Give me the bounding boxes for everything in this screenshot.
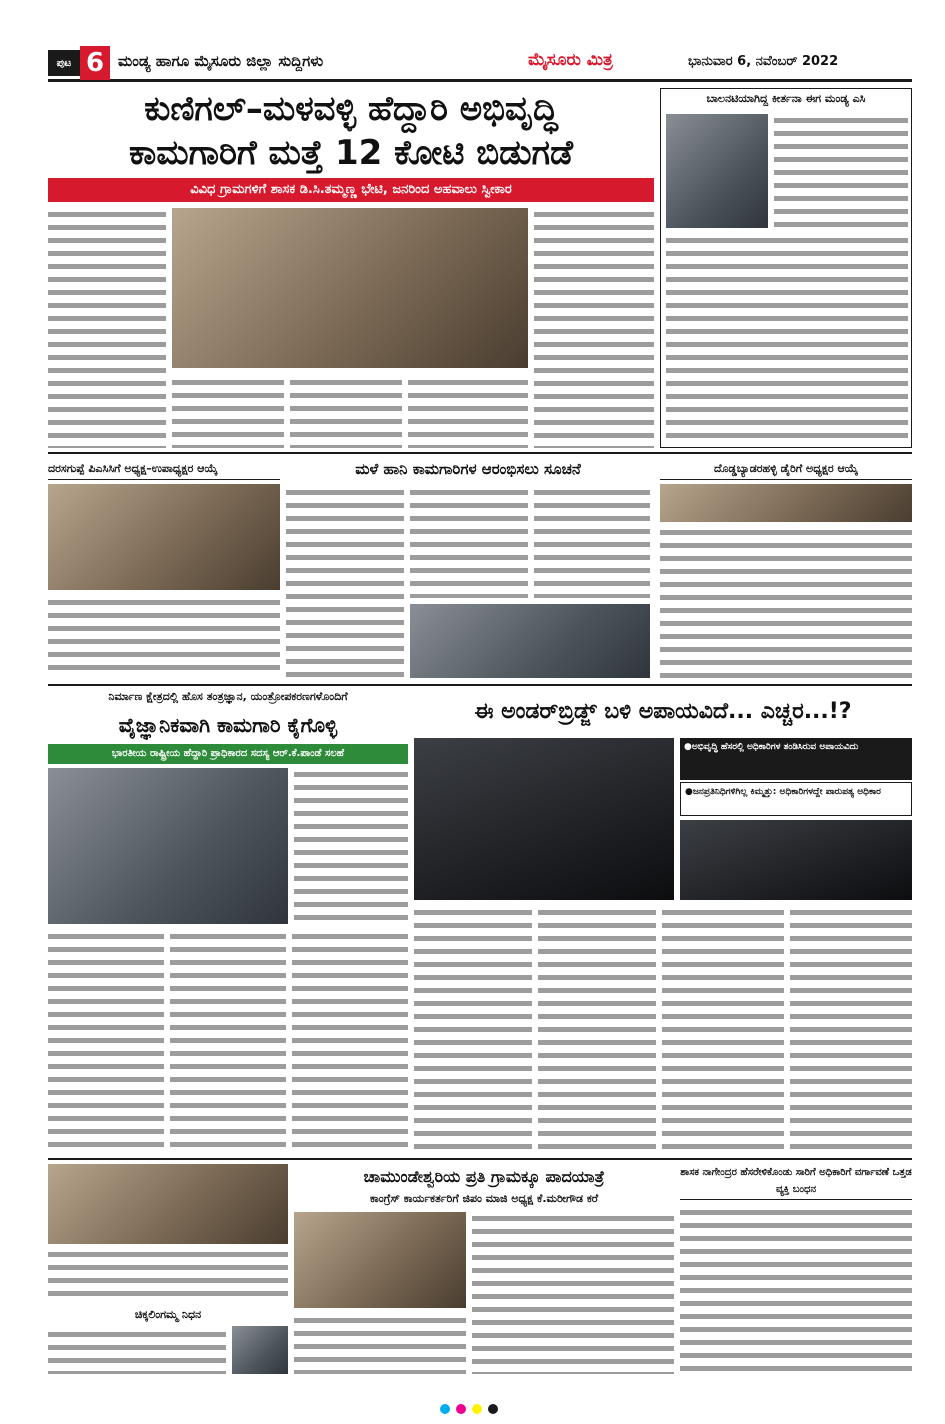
row3-left-text [170,930,286,1152]
masthead [48,46,912,82]
row3-left-photo [48,768,288,924]
lead-text-column [290,376,402,448]
row2-left-photo [48,484,280,590]
underbridge-photo [414,738,674,900]
row3-center-text [662,906,784,1152]
row2-left-text [48,596,280,678]
row2-center-text [286,486,404,678]
row3-center-headline: ಈ ಅಂಡರ್‌ಬ್ರಿಡ್ಜ್ ಬಳಿ ಅಪಾಯವಿದೆ... ಎಚ್ಚರ...!? [474,699,852,724]
row2-center-text [534,486,650,598]
lead-text-column [172,376,284,448]
obituary-text [48,1328,226,1374]
row4-center-headline: ಚಾಮುಂಡೇಶ್ವರಿಯ ಪ್ರತಿ ಗ್ರಾಮಕ್ಕೂ ಪಾದಯಾತ್ರೆ [363,1167,605,1186]
section-divider [48,684,912,686]
underbridge-photo-2 [680,820,912,900]
row3-left-text [48,930,164,1152]
row4-left-text [48,1248,288,1304]
registration-mark [456,1404,466,1414]
row2-center-photo [410,604,650,678]
lead-text-column [408,376,528,448]
row2-center-headline: ಮಳೆ ಹಾನಿ ಕಾಮಗಾರಿಗಳ ಆರಂಭಿಸಲು ಸೂಚನೆ [355,460,581,478]
row3-right-bullets [680,738,912,780]
obituary-headline: ಚಿಕ್ಕಲಿಂಗಮ್ಮ ನಿಧನ [134,1308,202,1321]
lead-text-column [48,208,166,448]
registration-mark [472,1404,482,1414]
row4-center-text [294,1314,466,1374]
page-number: 6 [80,46,110,80]
issue-date: ಭಾನುವಾರ 6, ನವೆಂಬರ್ 2022 [688,54,839,69]
row2-center-text [410,486,528,598]
row4-center-subhead: ಕಾಂಗ್ರೆಸ್ ಕಾರ್ಯಕರ್ತರಿಗೆ ಜಿಪಂ ಮಾಜಿ ಅಧ್ಯಕ್ಷ ಕೆ.ಮರೀಗೌಡ ಕರೆ [369,1192,599,1205]
row3-left-kicker: ನಿರ್ಮಾಣ ಕ್ಷೇತ್ರದಲ್ಲಿ ಹೊಸ ತಂತ್ರಜ್ಞಾನ, ಯಂತ್ರೋಪಕರಣಗಳೊಂದಿಗೆ [108,690,348,703]
lead-headline-line1: ಕುಣಿಗಲ್–ಮಳವಳ್ಳಿ ಹೆದ್ದಾರಿ ಅಭಿವೃದ್ಧಿ [144,89,558,129]
row4-right-text [680,1206,912,1374]
row4-center-text [472,1212,674,1374]
lead-subhead: ವಿವಿಧ ಗ್ರಾಮಗಳಿಗೆ ಶಾಸಕ ಡಿ.ಸಿ.ತಮ್ಮಣ್ಣ ಭೇಟಿ, ಜನರಿಂದ ಅಹವಾಲು ಸ್ವೀಕಾರ [48,178,654,202]
lead-text-column [534,208,654,448]
section-divider [48,1158,912,1160]
row3-left-subhead: ಭಾರತೀಯ ರಾಷ್ಟ್ರೀಯ ಹೆದ್ದಾರಿ ಪ್ರಾಧಿಕಾರದ ಸದಸ್ಯ ಆರ್.ಕೆ.ಪಾಂಡೆ ಸಲಹೆ [48,744,408,764]
registration-mark [440,1404,450,1414]
paper-name: ಮೈಸೂರು ಮಿತ್ರ [528,50,613,70]
row2-right-text [660,526,912,678]
section-divider [48,452,912,454]
lead-photo [172,208,528,368]
row4-left-photo [48,1164,288,1244]
side-story-text [666,234,908,444]
section-title: ಮಂಡ್ಯ ಹಾಗೂ ಮೈಸೂರು ಜಿಲ್ಲಾ ಸುದ್ದಿಗಳು [118,52,324,70]
row3-left-text [294,768,408,928]
row3-center-text [790,906,912,1152]
registration-mark [488,1404,498,1414]
row4-center-photo [294,1212,466,1308]
row2-left-headline: ದರಸಗುಪ್ಪೆ ಪಿಎಸಿಸಿಗೆ ಅಧ್ಯಕ್ಷ–ಉಪಾಧ್ಯಕ್ಷರ ಆಯ್ಕೆ [48,458,280,480]
side-story-headline: ಬಾಲನಟಿಯಾಗಿದ್ದ ಕೀರ್ತನಾ ಈಗ ಮಂಡ್ಯ ಎಸಿ [706,92,866,105]
row3-left-headline: ವೈಜ್ಞಾನಿಕವಾಗಿ ಕಾಮಗಾರಿ ಕೈಗೊಳ್ಳಿ [118,713,338,737]
side-story-text [774,114,908,228]
page-tag: ಪುಟ [48,50,80,76]
obituary-photo [232,1326,288,1374]
row2-right-photo [660,484,912,522]
row2-right-headline: ದೊಡ್ಡಬ್ಯಾಡರಹಳ್ಳಿ ಡೈರಿಗೆ ಅಧ್ಯಕ್ಷರ ಆಯ್ಕೆ [660,458,912,480]
lead-headline-line2: ಕಾಮಗಾರಿಗೆ ಮತ್ತೆ 12 ಕೋಟಿ ಬಿಡುಗಡೆ [128,133,574,173]
row3-center-text [538,906,656,1152]
row3-left-text [292,930,408,1152]
row3-right-bullet1: ●ಅಭಿವೃದ್ಧಿ ಹೆಸರಲ್ಲಿ ಅಧಿಕಾರಿಗಳ ತಂಡಿಸಿರುವ ಅಪಾಯವಿದು [684,742,859,752]
side-story-photo [666,114,768,228]
row3-center-text [414,906,532,1152]
row3-right-bullet2: ●ಜನಪ್ರತಿನಿಧಿಗಳಿಗಿಲ್ಲ ಕಿಮ್ಮತ್ತು: ಅಧಿಕಾರಿಗಳದ್ದೇ ಪಾರುಪತ್ಯ ಅಧಿಕಾರ [680,782,912,816]
row4-right-headline: ಶಾಸಕ ನಾಗೇಂದ್ರರ ಹೆಸರೇಳಿಕೊಂಡು ಸಾರಿಗೆ ಅಧಿಕಾರಿಗೆ ವರ್ಗಾವಣೆ ಒತ್ತಡ ವ್ಯಕ್ತಿ ಬಂಧನ [680,1164,912,1200]
